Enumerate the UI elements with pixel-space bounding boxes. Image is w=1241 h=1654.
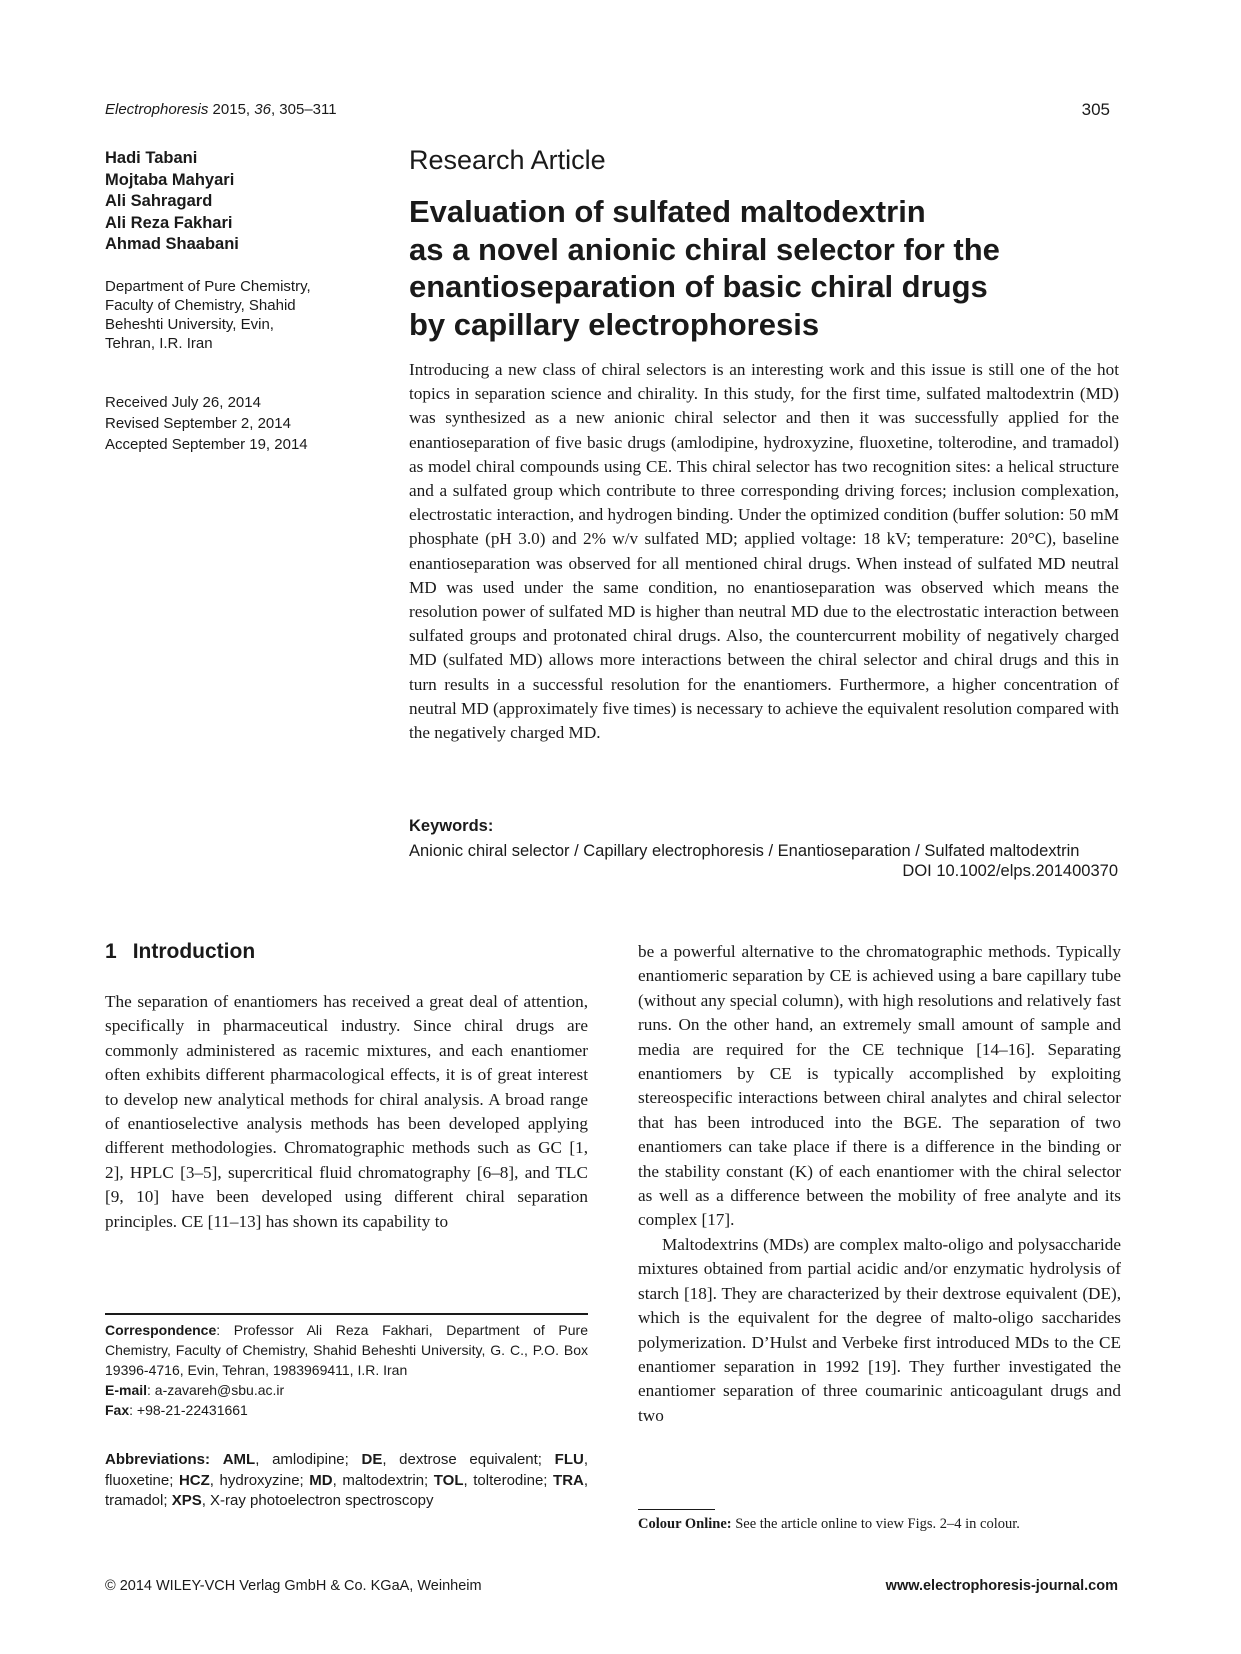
title-line: Evaluation of sulfated maltodextrin	[409, 194, 926, 229]
affiliation-line: Tehran, I.R. Iran	[105, 335, 213, 352]
affiliation-line: Faculty of Chemistry, Shahid	[105, 297, 296, 314]
journal-volume: 36	[254, 101, 271, 118]
fax-label: Fax	[105, 1402, 130, 1418]
email-address[interactable]: : a-zavareh@sbu.ac.ir	[147, 1382, 285, 1398]
abbr-term: HCZ	[178, 1471, 210, 1489]
affiliation-line: Beheshti University, Evin,	[105, 316, 274, 333]
footnote-divider	[105, 1313, 588, 1315]
abbr-def: , amlodipine;	[255, 1451, 362, 1468]
abbreviations	[105, 1450, 588, 1512]
abbr-term: TOL	[433, 1471, 464, 1489]
journal-pages: , 305–311	[270, 101, 337, 118]
accepted-date: Accepted September 19, 2014	[105, 436, 308, 453]
received-date: Received July 26, 2014	[105, 394, 261, 411]
email-label: E-mail	[105, 1382, 148, 1398]
section-heading	[105, 940, 255, 964]
intro-right-column	[638, 940, 1121, 1428]
article-type: Research Article	[409, 145, 606, 175]
section-title: Introduction	[132, 940, 256, 963]
affiliation-line: Department of Pure Chemistry,	[105, 278, 311, 295]
abbr-term: FLU	[554, 1451, 584, 1468]
abbr-def: , maltodextrin;	[332, 1471, 434, 1489]
section-number: 1	[105, 940, 117, 963]
abbr-def: , tramadol;	[105, 1471, 589, 1509]
abstract: Introducing a new class of chiral selectors is an interesting work and this issue is still one of the hot topics in separation science and chirality. In this study, for the first time, sulfated maltodextrin (MD) was synthesized as a new anionic chiral selector and then it was successfully applied for the enantioseparation of five basic drugs (amlodipine, hydroxyzine, fluoxetine, tolterodine, and tramadol) as model chiral compounds using CE. This chiral selector has two recognition sites: a helical structure and a sulfated group which contribute to three corresponding driving forces; inclusion complexation, electrostatic interaction, and hydrogen binding. Under the optimized condition (buffer solution: 50 mM phosphate (pH 3.0) and 2% w/v sulfated MD; applied voltage: 18 kV; temperature: 20°C), baseline enantioseparation was observed for all mentioned chiral drugs. When instead of sulfated MD neutral MD was used under the same condition, no enantioseparation was observed which means the resolution power of sulfated MD is higher than neutral MD due to the electrostatic interaction between sulfated groups and protonated chiral drugs. Also, the countercurrent mobility of negatively charged MD (sulfated MD) allows more interactions between the chiral selector and chiral drugs and this in turn results in a successful resolution for the enantiomers. Furthermore, a higher concentration of neutral MD (approximately five times) is necessary to achieve the equivalent resolution compared with the negatively charged MD.	[409, 360, 1119, 743]
abbr-def: , tolterodine;	[463, 1471, 554, 1489]
intro-paragraph: be a powerful alternative to the chromatographic methods. Typically enantiomeric separation by CE is achieved using a bare capillary tube (without any special column), with high resolutions and relatively fast runs. On the other hand, an extremely small amount of sample and media are required for the CE technique [14–16]. Separating enantiomers by CE is typically accomplished by exploiting stereospecific interactions between chiral analytes and chiral selector that has been introduced into the BGE. The separation of two enantiomers can take place if there is a difference in the binding or the stability constant (K) of each enantiomer with the chiral selector as well as a difference between the mobility of free analyte and its complex [17].	[638, 942, 1121, 1230]
correspondence-text: : Professor Ali Reza Fakhari, Department of Pure Chemistry, Faculty of Chemistry, Shahid Beheshti University, G. C., P.O. Box 19396-4716, Evin, Tehran, 1983969411, I.R. Iran	[105, 1322, 588, 1378]
abbr-term: AML	[222, 1451, 256, 1468]
affiliation	[105, 277, 365, 353]
abbr-term: XPS	[171, 1492, 202, 1509]
abbr-term: TRA	[553, 1471, 584, 1489]
abbr-term: MD	[309, 1471, 333, 1489]
abbr-def: , X-ray photoelectron spectroscopy	[201, 1492, 434, 1509]
correspondence-label: Correspondence	[105, 1322, 217, 1338]
colour-online-note	[638, 1516, 1020, 1533]
journal-year: 2015,	[208, 101, 255, 118]
intro-paragraph: Maltodextrins (MDs) are complex malto-oligo and polysaccharide mixtures obtained from partial acidic and/or enzymatic hydrolysis of starch [18]. They are characterized by their dextrose equivalent (DE), which is the equivalent for the degree of malto-oligo saccharides polymerization. D’Hulst and Verbeke first introduced MDs to the CE enantiomer separation in 1992 [19]. They further investigated the enantiomer separation of three coumarinic anticoagulant drugs and two	[638, 1234, 1121, 1425]
author-list	[105, 148, 365, 256]
abbr-term: DE	[361, 1451, 383, 1468]
abbr-def: , dextrose equivalent;	[382, 1451, 555, 1468]
title-line: by capillary electrophoresis	[409, 306, 820, 342]
fax-number: : +98-21-22431661	[129, 1402, 248, 1418]
author-name: Mojtaba Mahyari	[105, 170, 235, 189]
abbr-def: , fluoxetine;	[105, 1451, 588, 1489]
article-title	[409, 193, 1109, 343]
copyright: © 2014 WILEY-VCH Verlag GmbH & Co. KGaA, Weinheim	[105, 1578, 482, 1594]
revised-date: Revised September 2, 2014	[105, 415, 291, 432]
author-name: Ali Sahragard	[105, 192, 213, 210]
author-name: Ali Reza Fakhari	[105, 213, 233, 232]
journal-citation	[105, 101, 337, 118]
intro-left-column: The separation of enantiomers has received a great deal of attention, specifically in pharmaceutical industry. Since chiral drugs are commonly administered as racemic mixtures, and each enantiomer often exhibits different pharmacological effects, it is of great interest to develop new analytical methods for chiral analysis. A broad range of enantioselective analysis methods has been developed applying different methodologies. Chromatographic methods such as GC [1, 2], HPLC [3–5], supercritical fluid chromatography [6–8], and TLC [9, 10] have been developed using different chiral separation principles. CE [11–13] has shown its capability to	[105, 992, 588, 1231]
colour-online-text: See the article online to view Figs. 2–4 in colour.	[731, 1516, 1020, 1532]
doi: DOI 10.1002/elps.201400370	[902, 862, 1118, 880]
article-dates	[105, 392, 365, 455]
abbr-def: , hydroxyzine;	[209, 1471, 310, 1489]
abbreviations-label: Abbreviations:	[105, 1451, 211, 1468]
journal-name: Electrophoresis	[105, 101, 209, 118]
footnote-divider	[638, 1509, 715, 1510]
colour-online-label: Colour Online:	[638, 1516, 732, 1532]
page-number: 305	[1081, 100, 1110, 119]
journal-website[interactable]: www.electrophoresis-journal.com	[885, 1578, 1118, 1594]
keywords-label: Keywords:	[409, 817, 494, 835]
author-name: Ahmad Shaabani	[105, 235, 239, 253]
author-name: Hadi Tabani	[105, 149, 198, 167]
title-line: enantioseparation of basic chiral drugs	[409, 269, 988, 304]
keywords: Anionic chiral selector / Capillary electrophoresis / Enantioseparation / Sulfated maltodextrin	[409, 842, 1080, 860]
correspondence	[105, 1320, 588, 1420]
title-line: as a novel anionic chiral selector for the	[409, 231, 1000, 267]
